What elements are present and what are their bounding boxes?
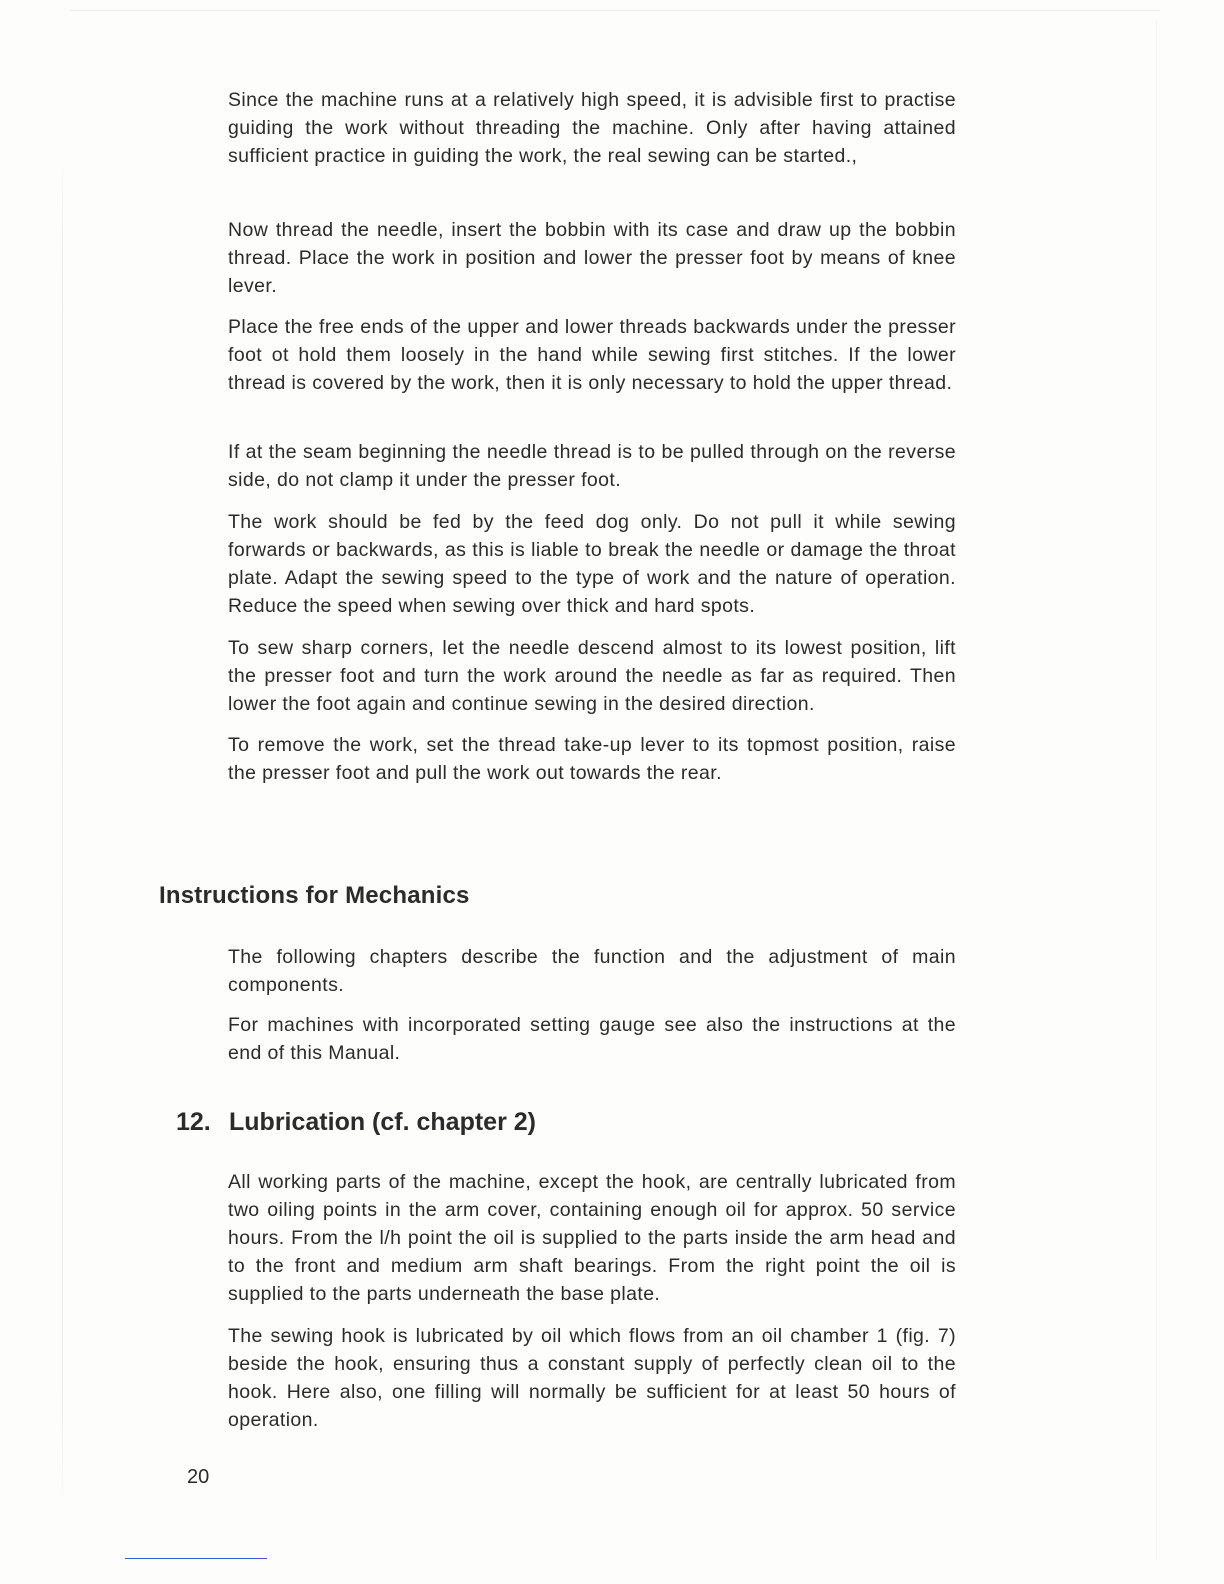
paragraph-thread-needle: Now thread the needle, insert the bobbin with its case and draw up the bobbin thread. Place the work in position and lower the presser foot by means of knee lever.: [228, 219, 956, 297]
paragraph-setting-gauge: For machines with incorporated setting gauge see also the instructions at the end of this Manual.: [228, 1014, 956, 1064]
paragraph-remove-work: To remove the work, set the thread take-up lever to its topmost position, raise the presser foot and pull the work out towards the rear.: [228, 734, 956, 784]
subsection-number: 12.: [176, 1108, 211, 1136]
paragraph-practice: Since the machine runs at a relatively high speed, it is advisible first to practise guiding the work without threading the machine. Only after having attained sufficient practice in guiding the work, the real sewing can be started.,: [228, 89, 956, 167]
paragraph-sharp-corners: To sew sharp corners, let the needle descend almost to its lowest position, lift the presser foot and turn the work around the needle as far as required. Then lower the foot again and continue sewing in the desired direction.: [228, 637, 956, 715]
scan-edge-left: [62, 150, 63, 1510]
paragraph-central-lubrication: All working parts of the machine, except the hook, are centrally lubricated from two oiling points in the arm cover, containing enough oil for approx. 50 service hours. From the l/h point the oil is supplied to the parts inside the arm head and to the front and medium arm shaft bearings. From the right point the oil is supplied to the parts underneath the base plate.: [228, 1171, 956, 1305]
scan-edge-top: [70, 10, 1160, 11]
paragraph-free-ends: Place the free ends of the upper and lower threads backwards under the presser foot ot hold them loosely in the hand while sewing first stitches. If the lower thread is covered by the work, then it is only necessary to hold the upper thread.: [228, 316, 956, 394]
scan-edge-right: [1156, 20, 1157, 1560]
subsection-suffix: (cf. chapter 2): [365, 1108, 536, 1136]
paragraph-seam-beginning: If at the seam beginning the needle thread is to be pulled through on the reverse side, do not clamp it under the presser foot.: [228, 441, 956, 491]
subsection-title: Lubrication: [229, 1108, 366, 1136]
bottom-link-underline: [125, 1558, 267, 1559]
subsection-heading-lubrication: [176, 1108, 536, 1137]
section-heading-mechanics: Instructions for Mechanics: [159, 882, 470, 909]
page-number: 20: [187, 1466, 210, 1488]
paragraph-hook-lubrication: The sewing hook is lubricated by oil which flows from an oil chamber 1 (fig. 7) beside the hook, ensuring thus a constant supply of perfectly clean oil to the hook. Here also, one filling will normally be sufficient for at least 50 hours of operation.: [228, 1325, 956, 1431]
paragraph-chapters: The following chapters describe the function and the adjustment of main components.: [228, 946, 956, 996]
paragraph-feed-dog: The work should be fed by the feed dog only. Do not pull it while sewing forwards or backwards, as this is liable to break the needle or damage the throat plate. Adapt the sewing speed to the type of work and the nature of operation. Reduce the speed when sewing over thick and hard spots.: [228, 511, 956, 617]
